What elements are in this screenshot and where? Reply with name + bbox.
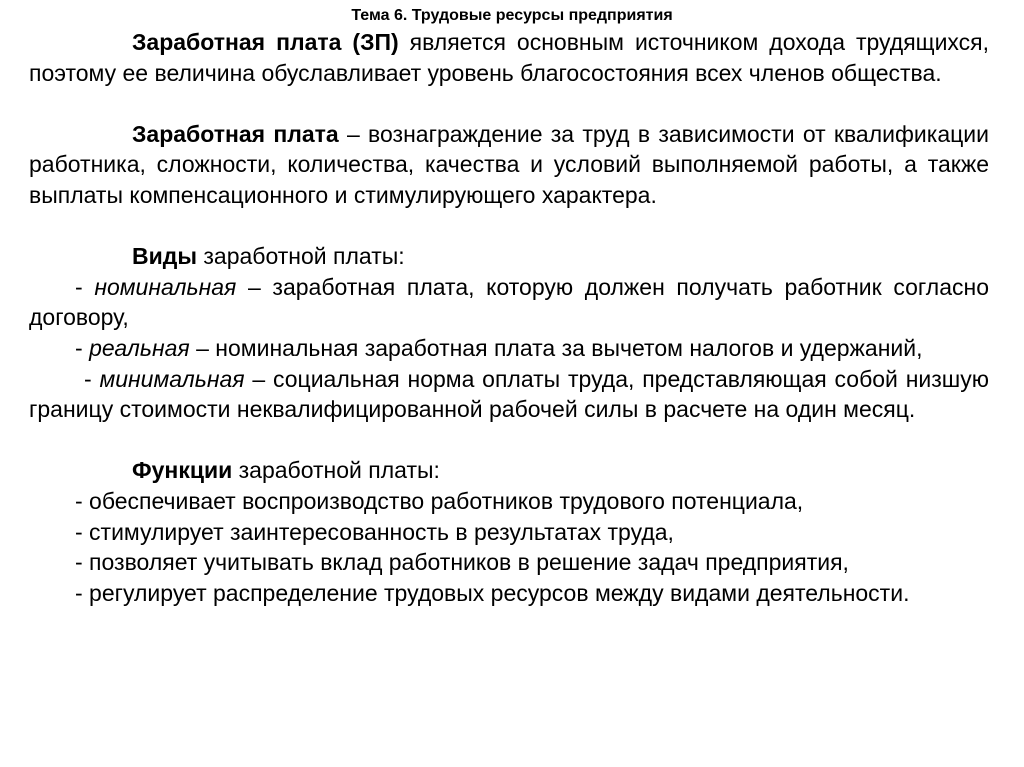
functions-item: - обеспечивает воспроизводство работников трудового потенциала, [75,487,804,514]
types-item-nominal [29,272,989,333]
spacer [29,88,989,119]
list-item-prefix: - [75,273,95,300]
definition-text-1: является основным источником дохода трудящихся, поэтому ее величина обуславливает уровень благосостояния всех членов общества. [29,29,990,86]
functions-item: - стимулирует заинтересованность в результатах труда, [75,518,674,545]
types-item-text: – социальная норма оплаты труда, представляющая собой низшую границу стоимости неквалифицированной рабочей силы в расчете на один месяц. [29,365,989,423]
types-item-minimal [29,364,989,425]
types-heading-bold: Виды [132,243,197,270]
types-heading-rest: заработной платы: [197,243,405,270]
definition-term-2: Заработная плата [132,120,339,147]
slide-body [29,27,989,608]
functions-heading [29,455,989,486]
types-heading [29,241,989,272]
list-item-prefix: - [84,365,100,392]
spacer [29,211,989,242]
list-item-prefix: - [75,334,90,361]
definition-term-1: Заработная плата (ЗП) [132,29,399,55]
functions-item: - регулирует распределение трудовых ресурсов между видами деятельности. [75,579,910,606]
types-item-text: – номинальная заработная плата за вычетом налогов и удержаний, [189,334,923,361]
types-item-term: номинальная [94,273,237,300]
types-item-term: минимальная [99,365,245,392]
page-title: Тема 6. Трудовые ресурсы предприятия [351,7,673,24]
definition-text-2: – вознаграждение за труд в зависимости от квалификации работника, сложности, количества, качества и условий выполняемой работы, а также выплаты компенсационного и стимулирующего характера. [29,120,989,208]
spacer [29,425,989,456]
functions-heading-rest: заработной платы: [232,457,440,484]
definition-paragraph-1 [29,27,989,88]
definition-paragraph-2 [29,119,989,211]
functions-item: - позволяет учитывать вклад работников в решение задач предприятия, [75,549,849,576]
functions-heading-bold: Функции [132,457,233,484]
types-item-real [29,333,989,364]
types-item-text: – заработная плата, которую должен получать работник согласно договору, [29,273,989,331]
types-item-term: реальная [89,334,190,361]
